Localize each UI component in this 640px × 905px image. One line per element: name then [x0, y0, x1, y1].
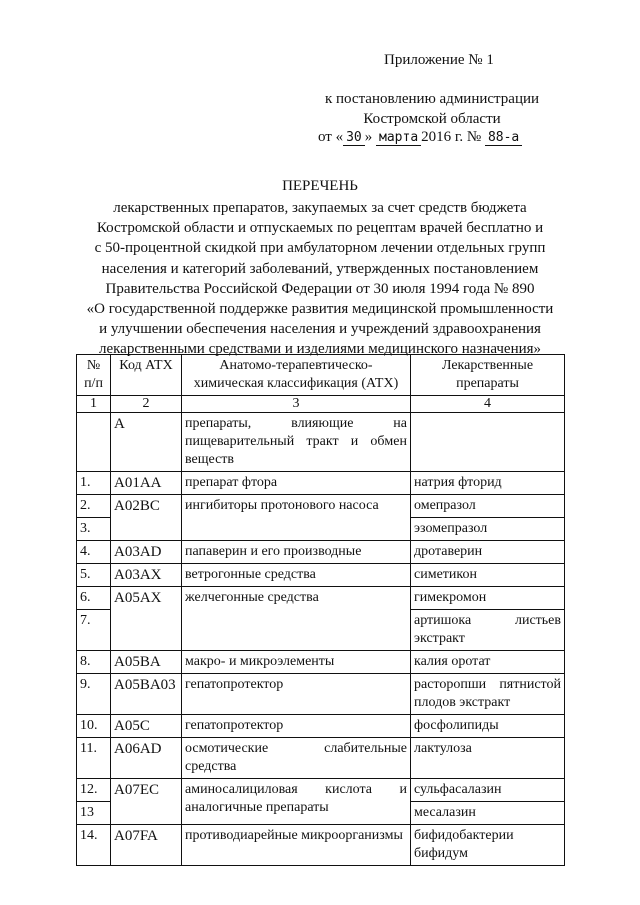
row-num: 2. [77, 495, 111, 518]
table-row [77, 587, 565, 610]
column-number: 1 [77, 396, 111, 413]
document-title: ПЕРЕЧЕНЬ [282, 178, 358, 194]
table-row [77, 674, 565, 715]
table-row [77, 472, 565, 495]
intro-line: населения и категорий заболеваний, утвержденных постановлением [101, 260, 539, 277]
row-num [77, 413, 111, 472]
row-num: 3. [77, 518, 111, 541]
intro-line: с 50-процентной скидкой при амбулаторном лечении отдельных групп [94, 240, 546, 257]
row-code: A03AD [111, 541, 182, 564]
row-num: 7. [77, 610, 111, 651]
decree-number: 88-а [485, 130, 522, 146]
row-drug: артишока листьев экстракт [411, 610, 565, 651]
table-row [77, 825, 565, 866]
row-classification: желчегонные средства [182, 587, 411, 651]
table-row [77, 413, 565, 472]
table-row [77, 564, 565, 587]
row-num: 14. [77, 825, 111, 866]
row-classification: ветрогонные средства [182, 564, 411, 587]
row-drug: омепразол [411, 495, 565, 518]
row-classification: гепатопротектор [182, 674, 411, 715]
row-classification: противодиарейные микроорганизмы [182, 825, 411, 866]
row-num: 8. [77, 651, 111, 674]
intro-line: лекарственных препаратов, закупаемых за счет средств бюджета [113, 200, 527, 216]
row-code: A05BA03 [111, 674, 182, 715]
table-row [77, 715, 565, 738]
row-classification: препарат фтора [182, 472, 411, 495]
row-drug: натрия фторид [411, 472, 565, 495]
row-num: 6. [77, 587, 111, 610]
column-number: 2 [111, 396, 182, 413]
row-num: 4. [77, 541, 111, 564]
row-drug: лактулоза [411, 738, 565, 779]
date-year: 2016 г. № [421, 129, 482, 145]
row-num: 11. [77, 738, 111, 779]
row-drug: бифидобактерии бифидум [411, 825, 565, 866]
decree-reference-line2: Костромской области [363, 111, 501, 127]
row-code: A05BA [111, 651, 182, 674]
column-number: 3 [182, 396, 411, 413]
row-classification: аминосалициловая кислота и аналогичные препараты [182, 779, 411, 825]
row-classification: осмотические слабительные средства [182, 738, 411, 779]
table-row [77, 541, 565, 564]
row-code: A06AD [111, 738, 182, 779]
decree-date-line [318, 129, 522, 146]
intro-paragraph [80, 198, 560, 360]
row-code: A02BC [111, 495, 182, 541]
row-classification: препараты, влияющие на пищеварительный тракт и обмен веществ [182, 413, 411, 472]
row-code: A07FA [111, 825, 182, 866]
date-day: 30 [343, 130, 365, 146]
row-classification: папаверин и его производные [182, 541, 411, 564]
intro-line: Правительства Российской Федерации от 30 июля 1994 года № 890 [105, 280, 535, 297]
table-row [77, 738, 565, 779]
table-row [77, 495, 565, 518]
row-drug: калия оротат [411, 651, 565, 674]
row-drug: дротаверин [411, 541, 565, 564]
date-mid: » [364, 129, 373, 145]
column-number-row [77, 396, 565, 413]
row-num: 13 [77, 802, 111, 825]
intro-line: «О государственной поддержке развития медицинской промышленности [86, 301, 554, 318]
row-drug: месалазин [411, 802, 565, 825]
table-row [77, 651, 565, 674]
column-number: 4 [411, 396, 565, 413]
header-drugs: Лекарственные препараты [411, 355, 565, 396]
header-num: № п/п [77, 355, 111, 396]
intro-line: и улучшении обеспечения населения и учреждений здравоохранения [99, 321, 541, 338]
date-month: марта [376, 130, 421, 146]
row-classification: макро- и микроэлементы [182, 651, 411, 674]
row-code: A05AX [111, 587, 182, 651]
date-prefix: от « [318, 129, 344, 145]
row-classification: ингибиторы протонового насоса [182, 495, 411, 541]
drug-list-table [76, 354, 565, 866]
row-num: 1. [77, 472, 111, 495]
row-drug: фосфолипиды [411, 715, 565, 738]
row-classification: гепатопротектор [182, 715, 411, 738]
row-num: 9. [77, 674, 111, 715]
row-drug: гимекромон [411, 587, 565, 610]
header-code: Код АТХ [111, 355, 182, 396]
header-classification: Анатомо-терапевтическо-химическая классификация (АТХ) [182, 355, 411, 396]
row-num: 12. [77, 779, 111, 802]
row-code: А [111, 413, 182, 472]
row-num: 5. [77, 564, 111, 587]
table-row [77, 779, 565, 802]
row-drug: эзомепразол [411, 518, 565, 541]
table-header-row [77, 355, 565, 396]
row-code: A07EC [111, 779, 182, 825]
row-code: A05C [111, 715, 182, 738]
intro-line: лекарственными средствами и изделиями медицинского назначения» [98, 341, 542, 358]
row-drug [411, 413, 565, 472]
row-drug: сульфасалазин [411, 779, 565, 802]
decree-reference-line1: к постановлению администрации [324, 91, 540, 107]
row-num: 10. [77, 715, 111, 738]
appendix-label: Приложение № 1 [384, 52, 494, 68]
row-drug: симетикон [411, 564, 565, 587]
row-code: A01AA [111, 472, 182, 495]
intro-line: Костромской области и отпускаемых по рецептам врачей бесплатно и [96, 220, 544, 237]
row-code: A03AX [111, 564, 182, 587]
row-drug: расторопши пятнистой плодов экстракт [411, 674, 565, 715]
